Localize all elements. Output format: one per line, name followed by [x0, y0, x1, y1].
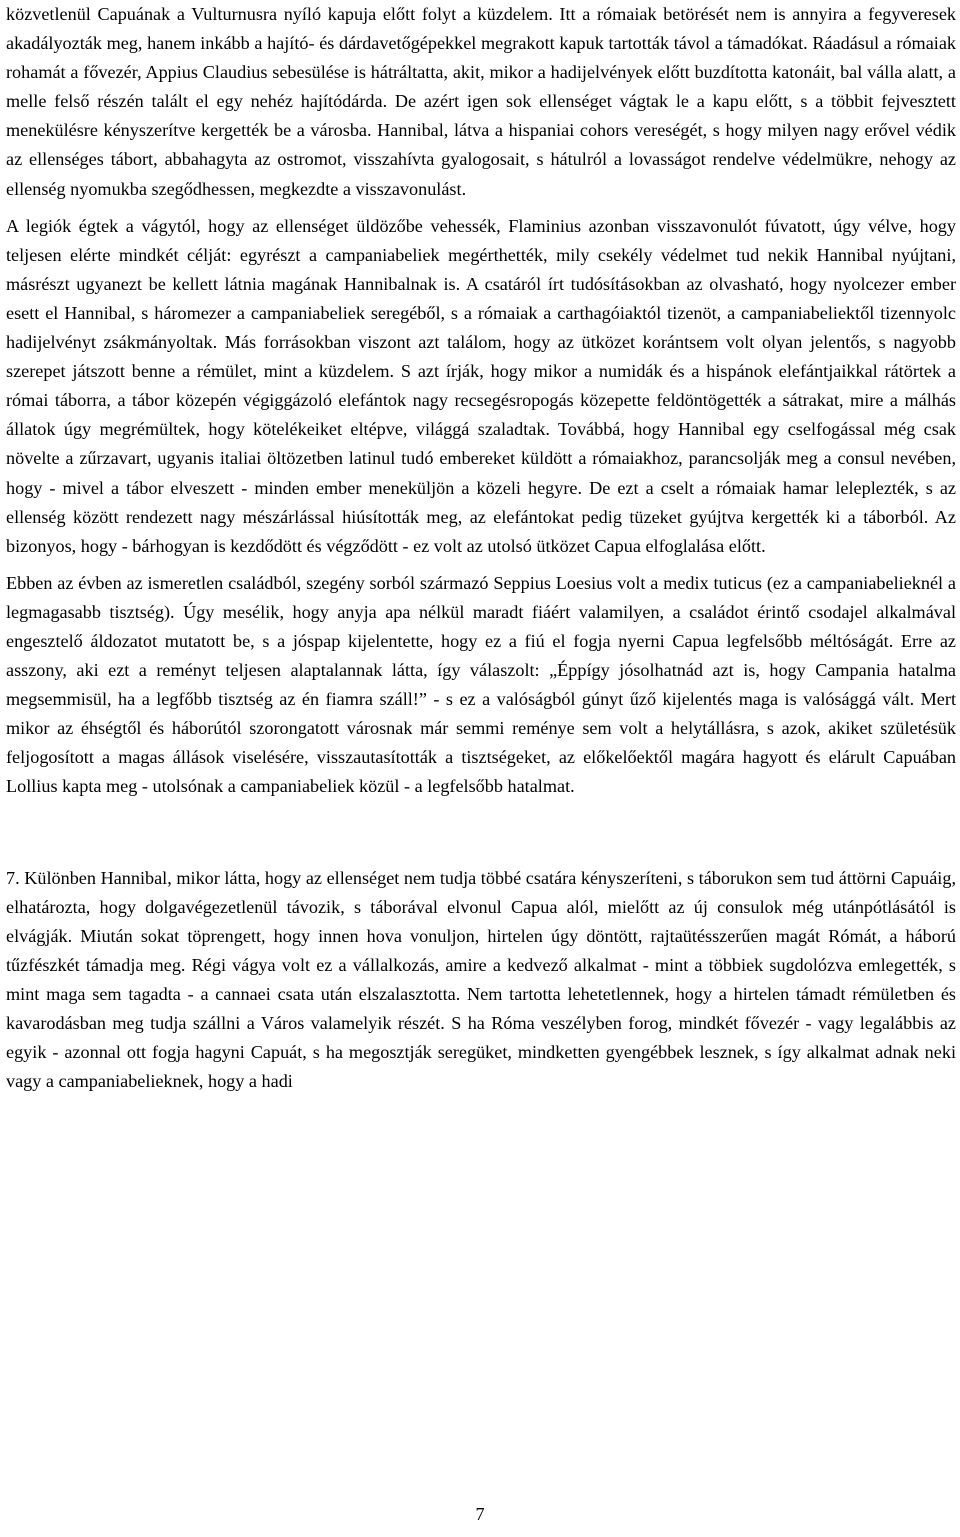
document-page	[6, 0, 956, 1096]
paragraph-1: közvetlenül Capuának a Vulturnusra nyíló kapuja előtt folyt a küzdelem. Itt a rómaiak betörését nem is annyira a fegyveresek akadályozták meg, hanem inkább a hajító- és dárdavetőgépekkel megrakott kapuk tartották távol a támadókat. Ráadásul a rómaiak rohamát a fővezér, Appius Claudius sebesülése is hátráltatta, akit, mikor a hadijelvények előtt buzdította katonáit, bal válla alatt, a melle felső részén talált el egy nehéz hajítódárda. De azért igen sok ellenséget vágtak le a kapu előtt, s a többit fejvesztett menekülésre kényszerítve kergették be a városba. Hannibal, látva a hispaniai cohors vereségét, s hogy milyen nagy erővel védik az ellenséges tábort, abbahagyta az ostromot, visszahívta gyalogosait, s hátulról a lovasságot rendelve védelmükre, nehogy az ellenség nyomukba szegődhessen, megkezdte a visszavonulást.	[6, 4, 956, 199]
paragraph-spacer	[6, 561, 956, 569]
paragraph-3: Ebben az évben az ismeretlen családból, szegény sorból származó Seppius Loesius volt a medix tuticus (ez a campaniabelieknél a legmagasabb tisztség). Úgy mesélik, hogy anyja apa nélkül maradt fiáért valamilyen, a családot érintő csodajel alkalmával engesztelő áldozatot mutatott be, s a jóspap kijelentette, hogy ez a fiú el fogja nyerni Capua legfelsőbb méltóságát. Erre az asszony, aki ezt a reményt teljesen alaptalannak látta, így válaszolt: „Éppígy jósolhatnád azt is, hogy Campania hatalma megsemmisül, ha a legfőbb tisztség az én fiamra száll!” - s ez a valóságból gúnyt űző kijelentés maga is valósággá vált. Mert mikor az éhségtől és háborútól szorongatott városnak már semmi reménye sem volt a helytállásra, s azok, akiket születésük feljogosított a magas állások viselésére, visszautasították a tisztségeket, az előkelőektől magára hagyott és elárult Capuában Lollius kapta meg - utolsónak a campaniabeliek közül - a legfelsőbb hatalmat.	[6, 572, 956, 797]
section-spacer	[6, 802, 956, 864]
page-number: 7	[475, 1504, 485, 1524]
paragraph-spacer	[6, 204, 956, 212]
paragraph-2: A legiók égtek a vágytól, hogy az ellenséget üldözőbe vehessék, Flaminius azonban visszavonulót fúvatott, úgy vélve, hogy teljesen elérte mindkét célját: egyrészt a campaniabeliek megérthették, mily csekély védelmet tud nekik Hannibal nyújtani, másrészt ugyanezt be kellett látnia magának Hannibalnak is. A csatáról írt tudósításokban az olvasható, hogy nyolcezer ember esett el Hannibal, s háromezer a campaniabeliek seregéből, s a rómaiak a carthagóiaktól tizenöt, a campaniabeliektől tizennyolc hadijelvényt zsákmányoltak. Más forrásokban viszont azt találom, hogy az ütközet korántsem volt olyan jelentős, s nagyobb szerepet játszott benne a rémület, mint a küzdelem. S azt írják, hogy mikor a numidák és a hispánok elefántjaikkal rátörtek a római táborra, a tábor közepén végiggázoló elefántok nagy recsegésropogás közepette feldöntögették a sátrakat, mire a málhás állatok úgy megrémültek, hogy kötelékeiket eltépve, világgá szaladtak. Továbbá, hogy Hannibal egy cselfogással még csak növelte a zűrzavart, ugyanis italiai öltözetben latinul tudó embereket küldött a rómaiakhoz, parancsolják meg a consul nevében, hogy - mivel a tábor elveszett - minden ember meneküljön a közeli hegyre. De ezt a cselt a rómaiak hamar leleplezték, s az ellenség között rendezett nagy mészárlással hiúsították meg, az elefántokat pedig tüzeket gyújtva kergették ki a táborból. Az bizonyos, hogy - bárhogyan is kezdődött és végződött - ez volt az utolsó ütközet Capua elfoglalása előtt.	[6, 215, 956, 556]
paragraph-4-section-7: 7. Különben Hannibal, mikor látta, hogy az ellenséget nem tudja többé csatára kényszeríteni, s táborukon sem tud áttörni Capuáig, elhatározta, hogy dolgavégezetlenül távozik, s táborával elvonul Capua alól, mielőtt az új consulok még utánpótlásától is elvágják. Miután sokat töprengett, hogy innen hova vonuljon, hirtelen úgy döntött, rajtaütésszerűen magát Rómát, a háború tűzfészkét támadja meg. Régi vágya volt ez a vállalkozás, amire a kedvező alkalmat - mint a többiek sugdolózva emlegették, s mint maga sem tagadta - a cannaei csata után elszalasztotta. Nem tartotta lehetetlennek, hogy a hirtelen támadt rémületben és kavarodásban meg tudja szállni a Város valamelyik részét. S ha Róma veszélyben forog, mindkét fővezér - vagy legalábbis az egyik - azonnal ott fogja hagyni Capuát, s ha megosztják seregüket, mindketten gyengébbek lesznek, s így alkalmat adnak neki vagy a campaniabelieknek, hogy a hadi	[6, 867, 956, 1092]
